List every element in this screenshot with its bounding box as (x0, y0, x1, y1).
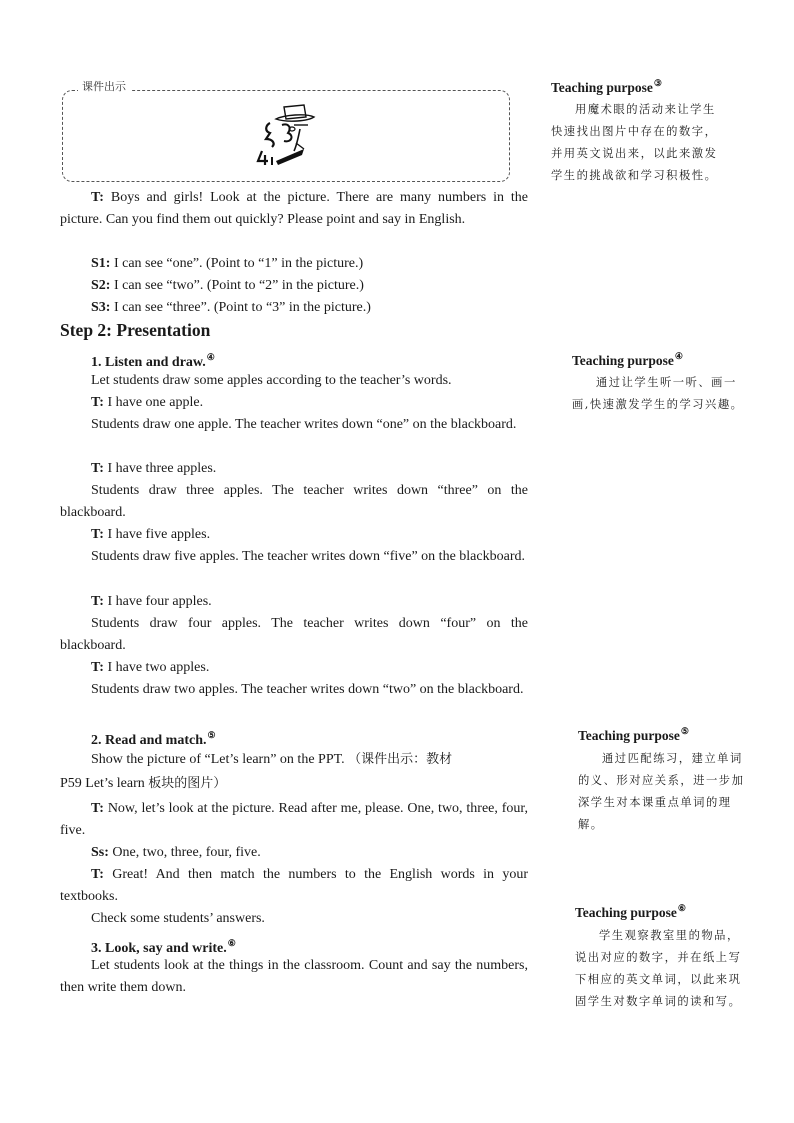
footnote-mark: ④ (206, 352, 215, 362)
dialogue-text: I can see “three”. (Point to “3” in the picture.) (110, 300, 371, 315)
students-line (60, 842, 528, 864)
speaker-label: T: (91, 461, 104, 476)
teaching-purpose-title (551, 78, 662, 96)
dialogue-text: I have three apples. (103, 461, 217, 476)
dialogue-text: One, two, three, four, five. (108, 845, 261, 860)
instruction-text: Show the picture of “Let’s learn” on the PPT. (91, 752, 349, 767)
student-line-s2 (60, 275, 528, 297)
teaching-purpose-title (572, 351, 683, 369)
activity-instruction: Let students look at the things in the classroom. Count and say the numbers, then write them down. (60, 958, 528, 995)
teaching-purpose-title-text: Teaching purpose (572, 353, 674, 368)
student-action: Students draw two apples. The teacher writes down “two” on the blackboard. (91, 682, 524, 697)
dialogue-text: Now, let’s look at the picture. Read after me, please. One, two, three, four, five. (60, 801, 528, 838)
speaker-label: S3: (91, 300, 111, 315)
footnote-mark: ⑥ (677, 903, 686, 913)
speaker-label: T: (91, 395, 104, 410)
footnote-mark: ⑤ (207, 730, 216, 740)
student-action: Students draw one apple. The teacher writes down “one” on the blackboard. (91, 417, 517, 432)
teaching-purpose-title-text: Teaching purpose (575, 905, 677, 920)
courseware-note: （课件出示：教材 (348, 752, 453, 767)
teaching-purpose-text: 通过让学生听一听、画一画,快速激发学生的学习兴趣。 (572, 376, 744, 411)
student-action: Students draw five apples. The teacher writes down “five” on the blackboard. (91, 549, 525, 564)
speaker-label: T: (91, 527, 104, 542)
section-title-text: 3. Look, say and write. (91, 941, 227, 956)
show-picture-instruction (60, 748, 528, 796)
footnote-mark: ④ (674, 351, 683, 361)
dialogue-text: Great! And then match the numbers to the English words in your textbooks. (60, 867, 528, 904)
check-answers-line: Check some students’ answers. (91, 911, 265, 926)
teaching-purpose-title (575, 903, 686, 921)
student-line-s1 (60, 253, 528, 275)
teaching-purpose-title (578, 726, 689, 744)
dialogue-text: I can see “one”. (Point to “1” in the picture.) (110, 256, 364, 271)
teaching-purpose-text: 用魔术眼的活动来让学生快速找出图片中存在的数字，并用英文说出来，以此来激发学生的挑战欲和学习积极性。 (551, 103, 718, 182)
dialogue-text: I have four apples. (103, 594, 212, 609)
section-title-text: 2. Read and match. (91, 733, 207, 748)
speaker-label: T: (91, 867, 104, 882)
speaker-label: S2: (91, 278, 111, 293)
teacher-line (60, 657, 528, 679)
teacher-intro-line (60, 187, 528, 231)
footnote-mark: ⑥ (227, 938, 236, 948)
speaker-label: Ss: (91, 845, 109, 860)
speaker-label: T: (91, 594, 104, 609)
teacher-line (60, 798, 528, 842)
dialogue-text: I have one apple. (103, 395, 204, 410)
courseware-tag: 课件出示 (78, 80, 132, 94)
step-heading: Step 2: Presentation (60, 320, 211, 340)
hidden-numbers-picture (248, 103, 318, 169)
instruction-text: P59 Let’s learn (60, 776, 149, 791)
teacher-line (60, 524, 528, 546)
dialogue-text: I can see “two”. (Point to “2” in the picture.) (110, 278, 364, 293)
courseware-note: 板块的图片） (148, 776, 227, 791)
activity-instruction: Let students draw some apples according to the teacher’s words. (91, 373, 452, 388)
speaker-label: S1: (91, 256, 111, 271)
footnote-mark: ③ (653, 78, 662, 88)
dialogue-text: Boys and girls! Look at the picture. There are many numbers in the picture. Can you find them out quickly? Please point and say in English. (60, 190, 528, 227)
teacher-line (60, 591, 528, 613)
teaching-purpose-title-text: Teaching purpose (578, 728, 680, 743)
dialogue-text: I have five apples. (103, 527, 211, 542)
teaching-purpose-text: 通过匹配练习，建立单词的义、形对应关系，进一步加深学生对本课重点单词的理解。 (578, 752, 745, 831)
student-action: Students draw four apples. The teacher writes down “four” on the blackboard. (60, 616, 528, 653)
teacher-line (60, 864, 528, 908)
teacher-line (60, 392, 528, 414)
speaker-label: T: (91, 801, 104, 816)
speaker-label: T: (91, 660, 104, 675)
section-title-text: 1. Listen and draw. (91, 355, 206, 370)
teaching-purpose-title-text: Teaching purpose (551, 80, 653, 95)
student-action: Students draw three apples. The teacher writes down “three” on the blackboard. (60, 483, 528, 520)
footnote-mark: ⑤ (680, 726, 689, 736)
speaker-label: T: (91, 190, 104, 205)
teaching-purpose-text: 学生观察教室里的物品，说出对应的数字，并在纸上写下相应的英文单词，以此来巩固学生对数字单词的读和写。 (575, 929, 742, 1008)
teacher-line (60, 458, 528, 480)
dialogue-text: I have two apples. (103, 660, 210, 675)
student-line-s3 (60, 297, 528, 319)
